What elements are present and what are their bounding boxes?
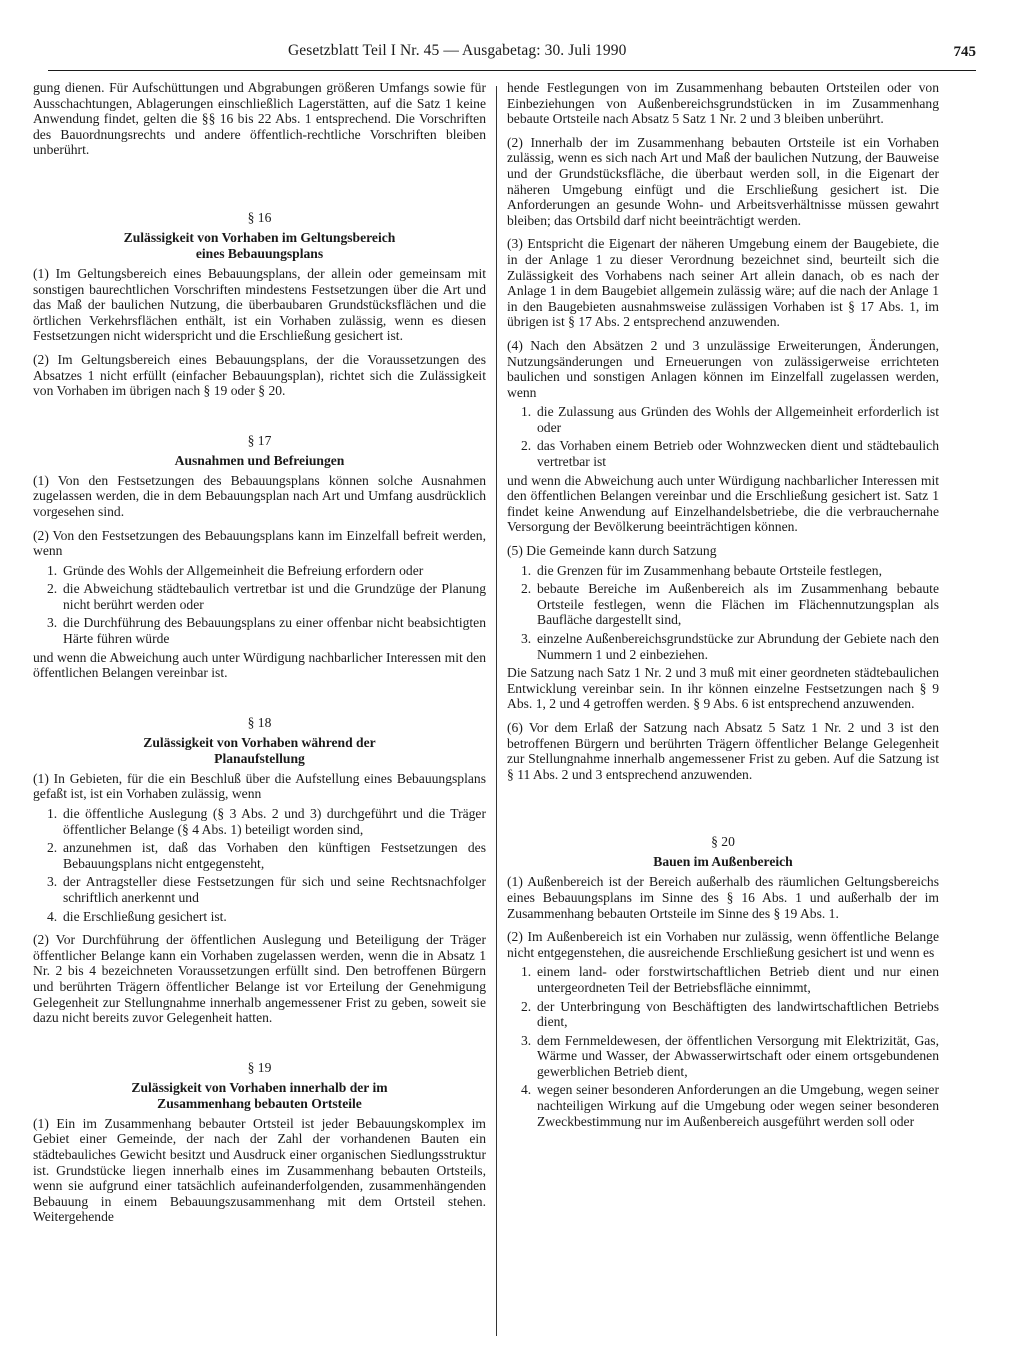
list-item-text: die öffentliche Auslegung (§ 3 Abs. 2 und 3) durchgeführt und die Träger öffentlicher Belange (§ 4 Abs. 1) beteiligt worden sind,	[63, 806, 486, 837]
section-title-line-1: Zulässigkeit von Vorhaben innerhalb der im	[131, 1079, 388, 1095]
list-item	[33, 840, 486, 871]
list-item-text: bebaute Bereiche im Außenbereich als im Zusammenhang bebaute Ortsteile festlegen, wenn die Flächen im Flächennutzungsplan als Baufläche dargestellt sind,	[537, 581, 939, 628]
section-16	[33, 210, 486, 399]
list-item-number: 2.	[47, 581, 58, 597]
section-17	[33, 433, 486, 681]
list-item-number: 1.	[521, 562, 532, 578]
list-item-text: einzelne Außenbereichsgrundstücke zur Abrundung der Gebiete nach den Nummern 1 und 2 einbeziehen.	[537, 631, 939, 662]
section-number: § 17	[247, 432, 272, 448]
list-item	[507, 964, 939, 995]
list-item-number: 3.	[47, 874, 58, 890]
paragraph: (6) Vor dem Erlaß der Satzung nach Absatz 5 Satz 1 Nr. 2 und 3 ist den betroffenen Bürgern und berührten Trägern öffentlicher Belange Gelegenheit zur Stellungnahme innerhalb angemessener Frist zu geben. Auf die Satzung ist § 11 Abs. 2 und 3 entsprechend anzuwenden.	[507, 719, 939, 782]
section-number: § 19	[247, 1059, 272, 1075]
paragraph: (1) Ein im Zusammenhang bebauter Ortsteil ist jeder Bebauungskomplex im Gebiet einer Gemeinde, der nach der Zahl der vorhandenen Bauten ein städtebauliches Gewicht besitzt und Ausdruck einer organischen Siedlungsstruktur ist. Grundstücke liegen innerhalb eines im Zusammenhang bebauten Ortsteils, wenn sie aufgrund einer tatsächlich aufeinanderfolgenden, zusammenhängenden Bebauung in einem Bebauungszusammenhang mit dem Ortsteil stehen. Weitergehende	[33, 1115, 486, 1225]
section-18	[33, 715, 486, 1026]
list-item-number: 2.	[47, 840, 58, 856]
right-column	[507, 80, 939, 1132]
paragraph: und wenn die Abweichung auch unter Würdigung nachbarlicher Interessen mit den öffentlichen Belangen vereinbar und die Erschließung gesichert ist. Satz 1 findet keine Anwendung auf Einzelhandelsbetriebe, die die verbrauchernahe Versorgung der Bevölkerung beeinträchtigen können.	[507, 472, 939, 535]
list-item-text: das Vorhaben einem Betrieb oder Wohnzwecken dient und städtebaulich vertretbar ist	[537, 438, 939, 470]
paragraph: (1) Außenbereich ist der Bereich außerhalb des räumlichen Geltungsbereichs eines Bebauungsplans im Sinne des § 16 Abs. 1 und außerhalb der im Zusammenhang bebauten Ortsteile im Sinne des § 19 Abs. 1.	[507, 874, 939, 921]
paragraph: (2) Vor Durchführung der öffentlichen Auslegung und Beteiligung der Träger öffentlicher Belange kann ein Vorhaben zugelassen werden, wenn die in Absatz 1 Nr. 2 bis 4 bezeichneten Voraussetzungen erfüllt sind. Den betroffenen Bürgern und berührten Trägern öffentlicher Belange ist vor Erteilung der Genehmigung Gelegenheit zur Stellungnahme innerhalb angemessener Frist zu geben, soweit sie dazu nicht bereits zuvor Gelegenheit hatten.	[33, 932, 486, 1026]
page-header	[48, 40, 976, 71]
paragraph: (1) Von den Festsetzungen des Bebauungsplans können solche Ausnahmen zugelassen werden, die in dem Bebauungsplan nach Art und Umfang ausdrücklich vorgesehen sind.	[33, 472, 486, 519]
section-title: Ausnahmen und Befreiungen	[174, 452, 345, 468]
list-item	[507, 999, 939, 1030]
list-item	[33, 581, 486, 612]
list-item-text: der Antragsteller diese Festsetzungen für sich und seine Rechtsnachfolger schriftlich anerkennt und	[63, 874, 486, 905]
list-item-number: 4.	[521, 1082, 532, 1098]
section-title: Bauen im Außenbereich	[653, 854, 793, 870]
list-item-number: 3.	[521, 1032, 532, 1048]
section-title-line-1: Zulässigkeit von Vorhaben während der	[143, 734, 376, 750]
paragraph: (1) Im Geltungsbereich eines Bebauungsplans, der allein oder gemeinsam mit sonstigen baurechtlichen Vorschriften mindestens Festsetzungen über die Art und das Maß der baulichen Nutzung, die überbaubaren Grundstücksflächen und die örtlichen Verkehrsflächen enthält, ist ein Vorhaben zulässig, wenn es diesen Festsetzungen nicht widerspricht und die Erschließung gesichert ist.	[33, 265, 486, 344]
continued-paragraph: hende Festlegungen von im Zusammenhang bebauten Ortsteilen oder von Einbeziehungen von Außenbereichsgrundstücken in im Zusammenhang bebaute Ortsteile nach Absatz 5 Satz 1 Nr. 2 und 3 bleiben unberührt.	[507, 80, 939, 127]
enumerated-list	[507, 563, 939, 663]
list-item-number: 1.	[47, 806, 58, 822]
list-item	[33, 909, 486, 925]
paragraph: (1) In Gebieten, für die ein Beschluß über die Aufstellung eines Bebauungsplans gefaßt ist, ist ein Vorhaben zulässig, wenn	[33, 770, 486, 802]
list-item-text: die Durchführung des Bebauungsplans zu einer offenbar nicht beabsichtigten Härte führen würde	[63, 615, 486, 647]
list-item-text: der Unterbringung von Beschäftigten des landwirtschaftlichen Betriebs dient,	[537, 998, 939, 1030]
intro-paragraph: gung dienen. Für Aufschüttungen und Abgrabungen größeren Umfangs sowie für Ausschachtungen, Ablagerungen einschließlich Lagerstätten, auf die Satz 1 keine Anwendung findet, gelten die §§ 16 bis 22 Abs. 1 entsprechend. Die Vorschriften des Bauordnungsrechts und andere öffentlich-rechtliche Vorschriften bleiben unberührt.	[33, 80, 486, 158]
list-item	[507, 581, 939, 628]
section-number: § 20	[711, 834, 735, 850]
paragraph: (5) Die Gemeinde kann durch Satzung	[507, 543, 717, 559]
section-title-line-2: Planaufstellung	[214, 750, 305, 766]
section-number: § 18	[247, 714, 272, 730]
list-item	[33, 806, 486, 837]
list-item-number: 2.	[521, 998, 532, 1014]
list-item	[33, 615, 486, 646]
list-item-text: die Grenzen für im Zusammenhang bebaute Ortsteile festlegen,	[537, 562, 883, 578]
paragraph: und wenn die Abweichung auch unter Würdigung nachbarlicher Interessen mit den öffentlichen Belangen vereinbar ist.	[33, 649, 486, 681]
list-item-number: 1.	[47, 562, 58, 578]
list-item-number: 3.	[47, 615, 58, 631]
enumerated-list	[33, 806, 486, 924]
list-item-text: die Zulassung aus Gründen des Wohls der Allgemeinheit erforderlich ist oder	[537, 404, 939, 435]
paragraph: (2) Von den Festsetzungen des Bebauungsplans kann im Einzelfall befreit werden, wenn	[33, 527, 486, 559]
header-title: Gesetzblatt Teil I Nr. 45 — Ausgabetag: 30. Juli 1990	[288, 42, 627, 59]
list-item	[507, 404, 939, 435]
list-item-text: einem land- oder forstwirtschaftlichen Betrieb dient und nur einen untergeordneten Teil der Betriebsfläche einnimmt,	[537, 964, 939, 995]
list-item	[507, 1082, 939, 1129]
list-item	[507, 563, 939, 579]
list-item-text: wegen seiner besonderen Anforderungen an die Umgebung, wegen seiner nachteiligen Wirkung auf die Umgebung oder wegen seiner besonderen Zweckbestimmung nur im Außenbereich ausgeführt werden soll oder	[537, 1082, 939, 1129]
list-item	[507, 438, 939, 469]
list-item-number: 1.	[521, 964, 532, 980]
paragraph: (4) Nach den Absätzen 2 und 3 unzulässige Erweiterungen, Änderungen, Nutzungsänderungen und Erneuerungen von zulässigerweise errichteten baulichen und sonstigen Anlagen können im Einzelfall zugelassen werden, wenn	[507, 337, 939, 400]
page-number: 745	[953, 44, 976, 60]
section-title-line-1: Zulässigkeit von Vorhaben im Geltungsbereich	[123, 229, 396, 245]
enumerated-list	[33, 563, 486, 647]
list-item	[33, 874, 486, 905]
list-item-text: die Abweichung städtebaulich vertretbar ist und die Grundzüge der Planung nicht berührt werden oder	[63, 581, 486, 612]
list-item	[33, 563, 486, 579]
section-19	[33, 1060, 486, 1225]
list-item-number: 4.	[47, 908, 58, 924]
list-item-number: 1.	[521, 404, 532, 420]
list-item-number: 2.	[521, 581, 532, 597]
paragraph: Die Satzung nach Satz 1 Nr. 2 und 3 muß mit einer geordneten städtebaulichen Entwicklung vereinbar sein. In ihr können einzelne Festsetzungen nach § 9 Abs. 1, 2 und 4 getroffen werden. § 9 Abs. 6 ist entsprechend anzuwenden.	[507, 665, 939, 712]
list-item-text: dem Fernmeldewesen, der öffentlichen Versorgung mit Elektrizität, Gas, Wärme und Wasser, der Abwasserwirtschaft oder einem ortsgebundenen gewerblichen Betrieb dient,	[537, 1032, 939, 1079]
list-item-text: anzunehmen ist, daß das Vorhaben den künftigen Festsetzungen des Bebauungsplans nicht entgegensteht,	[63, 840, 486, 871]
left-column	[33, 80, 486, 1225]
column-divider	[496, 86, 497, 1336]
section-title-line-2: eines Bebauungsplans	[195, 245, 324, 261]
list-item-text: die Erschließung gesichert ist.	[63, 908, 227, 924]
paragraph: (2) Im Geltungsbereich eines Bebauungsplans, der die Voraussetzungen des Absatzes 1 nicht erfüllt (einfacher Bebauungsplan), richtet sich die Zulässigkeit von Vorhaben im übrigen nach § 19 oder § 20.	[33, 351, 486, 399]
list-item	[507, 631, 939, 662]
list-item	[507, 1033, 939, 1080]
paragraph: (2) Im Außenbereich ist ein Vorhaben nur zulässig, wenn öffentliche Belange nicht entgegenstehen, die ausreichende Erschließung gesichert ist und wenn es	[507, 929, 939, 960]
enumerated-list	[507, 404, 939, 469]
list-item-number: 3.	[521, 631, 532, 646]
section-20	[507, 834, 939, 1129]
enumerated-list	[507, 964, 939, 1129]
paragraph: (2) Innerhalb der im Zusammenhang bebauten Ortsteile ist ein Vorhaben zulässig, wenn es sich nach Art und Maß der baulichen Nutzung, der Bauweise und der Grundstücksfläche, die überbaut werden soll, in die Eigenart der näheren Umgebung einfügt und die Erschließung gesichert ist. Die Anforderungen an gesunde Wohn- und Arbeitsverhältnisse müssen gewahrt bleiben; das Ortsbild darf nicht beeinträchtigt werden.	[507, 134, 939, 228]
section-number: § 16	[247, 209, 272, 225]
list-item-number: 2.	[521, 438, 532, 454]
paragraph: (3) Entspricht die Eigenart der näheren Umgebung einem der Baugebiete, die in der Anlage 1 zu dieser Verordnung bezeichnet sind, beurteilt sich die Zulässigkeit des Vorhabens nach seiner Art allein danach, ob es nach der Anlage 1 in dem Baugebiet allgemein zulässig wäre; auf die nach der Anlage 1 in den Baugebieten ausnahmsweise zulässigen Vorhaben ist § 17 Abs. 1, im übrigen ist § 17 Abs. 2 entsprechend anzuwenden.	[507, 236, 939, 330]
list-item-text: Gründe des Wohls der Allgemeinheit die Befreiung erfordern oder	[63, 562, 424, 578]
section-title-line-2: Zusammenhang bebauten Ortsteile	[157, 1095, 362, 1111]
